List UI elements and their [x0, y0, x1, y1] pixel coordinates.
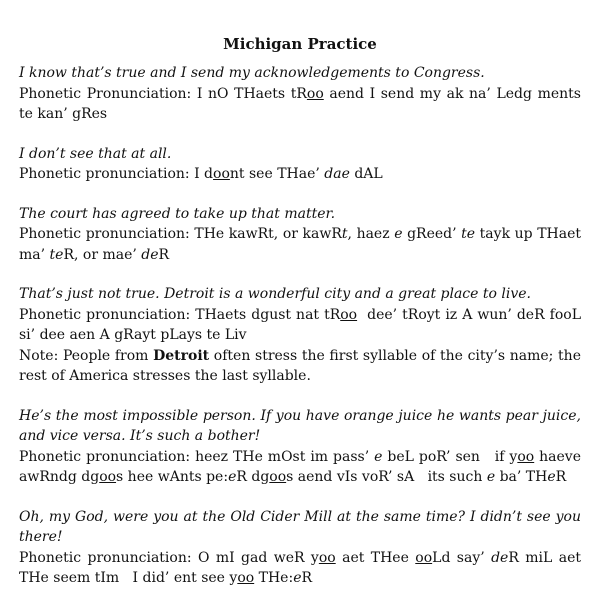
text-segment: gReed’	[402, 226, 462, 242]
text-segment: Ld say’	[432, 549, 492, 566]
text-segment: oo	[340, 306, 358, 323]
document-page	[19, 34, 581, 608]
text-segment: t	[341, 226, 348, 242]
text-segment: nt see THae’	[229, 166, 325, 182]
text-segment: People from	[58, 347, 154, 364]
practice-entry	[19, 204, 581, 266]
text-segment: te	[49, 246, 64, 263]
text-segment: dee’ tRoyt iz A wun’ deR fooL si’ dee aen A gRayt pLays te Liv	[19, 306, 581, 343]
document-title: Michigan Practice	[223, 35, 377, 53]
phonetic-label: Phonetic pronunciation:	[19, 166, 190, 182]
text-segment: te	[461, 226, 476, 242]
text-segment: oo	[269, 469, 287, 485]
phonetic-line	[19, 305, 581, 346]
phonetic-label: Phonetic pronunciation:	[19, 549, 192, 566]
text-segment: I nO THaets tR	[191, 85, 307, 102]
text-segment: heez THe mOst im pass’	[190, 448, 375, 465]
text-segment: e	[293, 570, 302, 586]
text-segment: I d	[189, 166, 214, 182]
text-segment: , haez	[347, 226, 395, 242]
text-segment: de	[141, 246, 159, 263]
text-segment: often stress the first syllable of the city’s name; the rest of America stresses the last syllable.	[19, 347, 581, 384]
text-segment: oo	[213, 166, 230, 182]
text-segment: aet THee	[335, 549, 416, 566]
text-segment: beL poR’ sen if y	[382, 448, 518, 465]
phonetic-line	[19, 84, 581, 125]
phonetic-label: Phonetic pronunciation:	[19, 306, 191, 323]
text-segment: oo	[517, 448, 535, 465]
text-segment: THe kawRt, or kawR	[189, 226, 342, 242]
note-line	[19, 346, 581, 387]
text-segment: dAL	[349, 166, 383, 182]
text-segment: R	[555, 469, 567, 485]
text-segment: e	[228, 469, 237, 485]
text-segment: e	[394, 226, 403, 242]
text-segment: THe:	[254, 570, 294, 586]
note-label: Note:	[19, 347, 59, 364]
text-segment: e	[486, 469, 496, 485]
text-segment: e	[374, 448, 383, 465]
practice-entry	[19, 63, 581, 125]
text-segment: ba’ TH	[495, 469, 548, 485]
text-segment: tayk up THaet ma’	[19, 226, 582, 263]
text-segment: de	[491, 549, 509, 566]
text-segment: oo	[99, 469, 117, 485]
practice-entry	[19, 144, 581, 185]
text-segment: dae	[324, 166, 350, 182]
text-segment: oo	[237, 570, 255, 586]
text-segment: R	[301, 570, 313, 586]
entries-list	[19, 63, 581, 589]
practice-sentence: I know that’s true and I send my acknowledgements to Congress.	[19, 65, 485, 81]
text-segment: R miL aet THe seem tIm I did’ ent see y	[19, 549, 581, 586]
practice-sentence: Oh, my God, were you at the Old Cider Mill at the same time? I didn’t see you there!	[19, 508, 581, 545]
phonetic-line	[19, 548, 581, 589]
practice-entry	[19, 284, 581, 387]
text-segment: s aend vIs voR’ sA its such	[286, 469, 487, 485]
text-segment: R	[158, 246, 170, 263]
phonetic-label: Phonetic pronunciation:	[19, 448, 191, 465]
text-segment: R dg	[236, 469, 270, 485]
text-segment: oo	[318, 549, 336, 566]
text-segment: THaets dgust nat tR	[190, 306, 341, 323]
practice-entry	[19, 507, 581, 589]
text-segment: s hee wAnts pe:	[116, 469, 229, 485]
phonetic-label: Phonetic Pronunciation:	[19, 85, 192, 102]
text-segment: e	[547, 469, 556, 485]
text-segment: R, or mae’	[63, 246, 142, 263]
practice-sentence: That’s just not true. Detroit is a wonderful city and a great place to live.	[19, 286, 531, 302]
practice-sentence: He’s the most impossible person. If you have orange juice he wants pear juice, and vice versa. It’s such a bother!	[19, 407, 581, 444]
phonetic-label: Phonetic pronunciation:	[19, 226, 190, 242]
text-segment: aend I send my ak na’ Ledg ments te kan’ gRes	[19, 85, 581, 122]
phonetic-line	[19, 447, 581, 488]
practice-sentence: The court has agreed to take up that matter.	[19, 205, 336, 222]
phonetic-line	[19, 224, 581, 265]
phonetic-line	[19, 164, 581, 185]
text-segment: Detroit	[153, 347, 210, 364]
practice-sentence: I don’t see that at all.	[19, 145, 172, 162]
practice-entry	[19, 406, 581, 488]
text-segment: haeve awRndg dg	[19, 448, 582, 485]
text-segment: oo	[306, 85, 324, 102]
text-segment: oo	[415, 549, 433, 566]
text-segment: O mI gad weR y	[191, 549, 319, 566]
